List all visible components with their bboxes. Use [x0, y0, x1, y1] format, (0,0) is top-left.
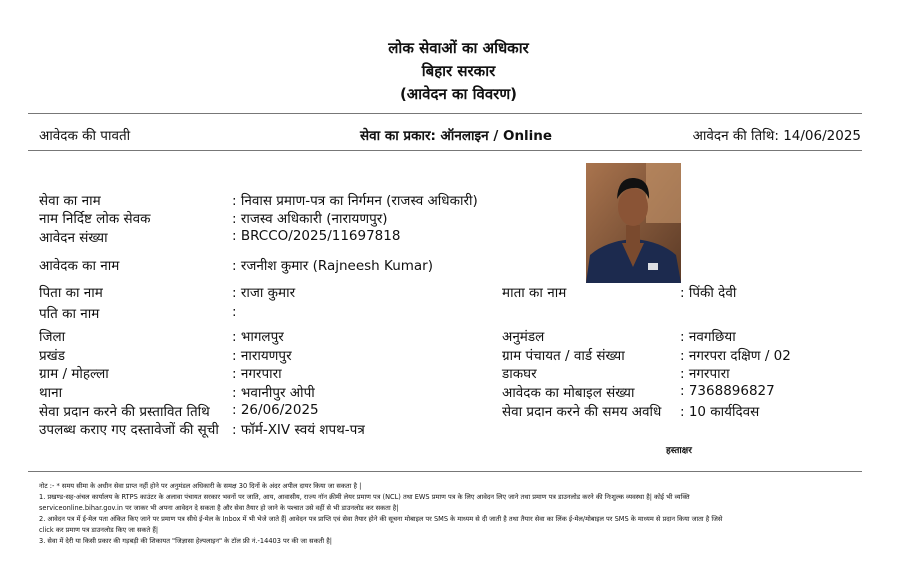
- subdivision-label: अनुमंडल: [502, 329, 545, 345]
- post-office-value: : नगरपारा: [680, 366, 730, 382]
- application-number-value: : BRCCO/2025/11697818: [232, 228, 401, 244]
- proposed-date-label: सेवा प्रदान करने की प्रस्तावित तिथि: [39, 404, 210, 420]
- public-servant-label: नाम निर्दिष्ट लोक सेवक: [39, 211, 151, 227]
- note-1-line-1: 1. प्रखण्ड-सह-अंचल कार्यालय के RTPS काउंटर के अलावा पंचायत सरकार भवनों पर जाति, आय, आवासीय, राज्य नॉन क्रीमी लेयर प्रमाण पत्र (NCL) तथा EWS प्रमाण पत्र के लिए आवेदन लिए जाने तथा प्रमाण पत्र डाउनलोड करने की निःशुल्क व्यवस्था है| कोई भी व्यक्ति: [39, 493, 690, 501]
- top-divider: [28, 113, 862, 114]
- husband-name-label: पति का नाम: [39, 306, 100, 322]
- police-station-value: : भवानीपुर ओपी: [232, 385, 315, 401]
- service-name-value: : निवास प्रमाण-पत्र का निर्गमन (राजस्व अधिकारी): [232, 193, 478, 209]
- district-label: जिला: [39, 329, 66, 345]
- header-subtitle: (आवेदन का विवरण): [399, 85, 518, 103]
- notes-divider: [28, 471, 862, 472]
- header-title: लोक सेवाओं का अधिकार: [388, 39, 529, 57]
- note-3: 3. सेवा में देरी या किसी प्रकार की गड़बड़ी की शिकायत "जिज्ञासा हेल्पलाइन" के टॉल फ्री नं.-14403 पर की जा सकती है|: [39, 537, 332, 545]
- application-number-label: आवेदन संख्या: [39, 230, 108, 246]
- applicant-name-value: : रजनीश कुमार (Rajneesh Kumar): [232, 258, 433, 274]
- mobile-value: : 7368896827: [680, 383, 775, 399]
- service-period-value: : 10 कार्यदिवस: [680, 404, 760, 420]
- signature-label: हस्ताक्षर: [666, 446, 692, 456]
- documents-label: उपलब्ध कराए गए दस्तावेजों की सूची: [39, 422, 219, 438]
- village-label: ग्राम / मोहल्ला: [39, 366, 109, 382]
- note-2-line-2: click कर प्रमाण पत्र डाउनलोड किए जा सकते हैं|: [39, 526, 159, 534]
- father-name-value: : राजा कुमार: [232, 285, 296, 301]
- block-value: : नारायणपुर: [232, 348, 292, 364]
- village-value: : नगरपारा: [232, 366, 282, 382]
- service-period-label: सेवा प्रदान करने की समय अवधि: [502, 404, 662, 420]
- mobile-label: आवेदक का मोबाइल संख्या: [502, 385, 635, 401]
- note-appeal: नोट :- * समय सीमा के अधीन सेवा प्राप्त नहीं होने पर अनुमंडल अधिकारी के समक्ष 30 दिनों के अंदर अपील दायर किया जा सकता है |: [39, 482, 362, 490]
- receipt-label: आवेदक की पावती: [39, 128, 131, 144]
- district-value: : भागलपुर: [232, 329, 284, 345]
- receipt-divider: [28, 150, 862, 151]
- service-type: सेवा का प्रकार: ऑनलाइन / Online: [360, 128, 553, 144]
- panchayat-value: : नगरपरा दक्षिण / 02: [680, 348, 791, 364]
- service-name-label: सेवा का नाम: [39, 193, 101, 209]
- applicant-name-label: आवेदक का नाम: [39, 258, 120, 274]
- note-2-line-1: 2. आवेदन पत्र में ई-मेल पता अंकित किए जाने पर प्रमाण पत्र सीधे ई-मेल के Inbox में भी भेजे जाते हैं| आवेदन पत्र प्राप्ति एवं सेवा तैयार होने की सूचना मोबाइल पर SMS के माध्यम से दी जाती है तथा तैयार सेवा का लिंक ई-मेल/मोबाइल पर SMS के माध्यम से प्रदान किया जाता है जिसे: [39, 515, 723, 523]
- block-label: प्रखंड: [39, 348, 65, 364]
- public-servant-value: : राजस्व अधिकारी (नारायणपुर): [232, 211, 388, 227]
- mother-name-label: माता का नाम: [502, 285, 567, 301]
- father-name-label: पिता का नाम: [39, 285, 103, 301]
- subdivision-value: : नवगछिया: [680, 329, 736, 345]
- husband-name-value: :: [232, 304, 237, 320]
- proposed-date-value: : 26/06/2025: [232, 402, 319, 418]
- panchayat-label: ग्राम पंचायत / वार्ड संख्या: [502, 348, 625, 364]
- post-office-label: डाकघर: [502, 366, 537, 382]
- police-station-label: थाना: [39, 385, 63, 401]
- header-government: बिहार सरकार: [421, 62, 496, 80]
- applicant-photo: [586, 163, 681, 283]
- documents-value: : फॉर्म-XIV स्वयं शपथ-पत्र: [232, 422, 365, 438]
- application-date: आवेदन की तिथि: 14/06/2025: [692, 128, 861, 144]
- mother-name-value: : पिंकी देवी: [680, 285, 737, 301]
- note-1-line-2: serviceonline.bihar.gov.in पर जाकर भी अपना आवेदन दे सकता है और सेवा तैयार हो जाने के पश्चात उसे वहीं से भी डाउनलोड कर सकता है|: [39, 504, 399, 512]
